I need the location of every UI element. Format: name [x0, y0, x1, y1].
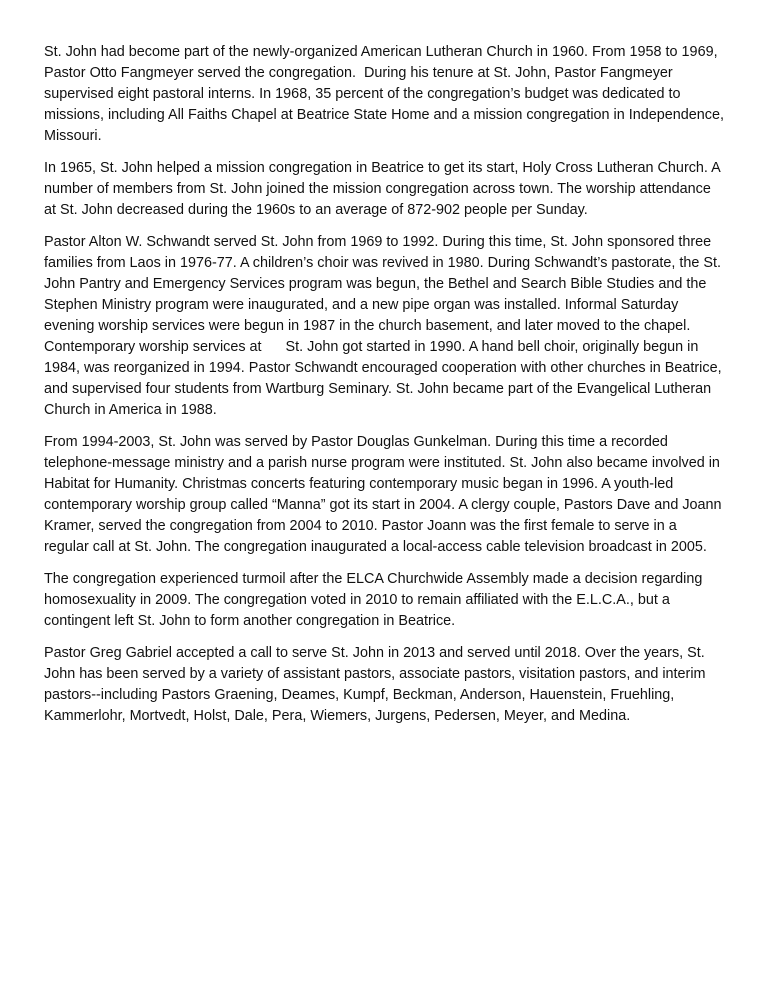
- paragraph-schwandt-pastorate: Pastor Alton W. Schwandt served St. John from 1969 to 1992. During this time, St. John sponsored three families from Laos in 1976-77. A children’s choir was revived in 1980. During Schwandt’s pastorate, the St. John Pantry and Emergency Services program was begun, the Bethel and Search Bible Studies and the Stephen Ministry program were inaugurated, and a new pipe organ was installed. Informal Saturday evening worship services were begun in 1987 in the church basement, and later moved to the chapel. Contemporary worship services at St. John got started in 1990. A hand bell choir, originally begun in 1984, was reorganized in 1994. Pastor Schwandt encouraged cooperation with other churches in Beatrice, and supervised four students from Wartburg Seminary. St. John became part of the Evangelical Lutheran Church in America in 1988.: [44, 234, 726, 418]
- paragraph-holy-cross-1965: In 1965, St. John helped a mission congregation in Beatrice to get its start, Holy Cross Lutheran Church. A number of members from St. John joined the mission congregation across town. The worship attendance at St. John decreased during the 1960s to an average of 872-902 people per Sunday.: [44, 160, 724, 218]
- paragraph-gunkelman-kramer: From 1994-2003, St. John was served by Pastor Douglas Gunkelman. During this time a recorded telephone-message ministry and a parish nurse program were instituted. St. John also became involved in Habitat for Humanity. Christmas concerts featuring contemporary music began in 1996. A youth-led contemporary worship group called “Manna” got its start in 2004. A clergy couple, Pastors Dave and Joann Kramer, served the congregation from 2004 to 2010. Pastor Joann was the first female to serve in a regular call at St. John. The congregation inaugurated a local-access cable television broadcast in 2005.: [44, 434, 726, 555]
- paragraph-gabriel-and-pastors: Pastor Greg Gabriel accepted a call to serve St. John in 2013 and served until 2018. Over the years, St. John has been served by a variety of assistant pastors, associate pastors, visitation pastors, and interim pastors--including Pastors Graening, Deames, Kumpf, Beckman, Anderson, Hauenstein, Fruehling, Kammerlohr, Mortvedt, Holst, Dale, Pera, Wiemers, Jurgens, Pedersen, Meyer, and Medina.: [44, 645, 710, 724]
- paragraph-alc-1960: St. John had become part of the newly-organized American Lutheran Church in 1960. From 1958 to 1969, Pastor Otto Fangmeyer served the congregation. During his tenure at St. John, Pastor Fangmeyer supervised eight pastoral interns. In 1968, 35 percent of the congregation’s budget was dedicated to missions, including All Faiths Chapel at Beatrice State Home and a mission congregation in Independence, Missouri.: [44, 44, 728, 144]
- paragraph-turmoil-2009: The congregation experienced turmoil after the ELCA Churchwide Assembly made a decision regarding homosexuality in 2009. The congregation voted in 2010 to remain affiliated with the E.L.C.A., but a contingent left St. John to form another congregation in Beatrice.: [44, 571, 707, 629]
- document-page: [44, 42, 728, 738]
